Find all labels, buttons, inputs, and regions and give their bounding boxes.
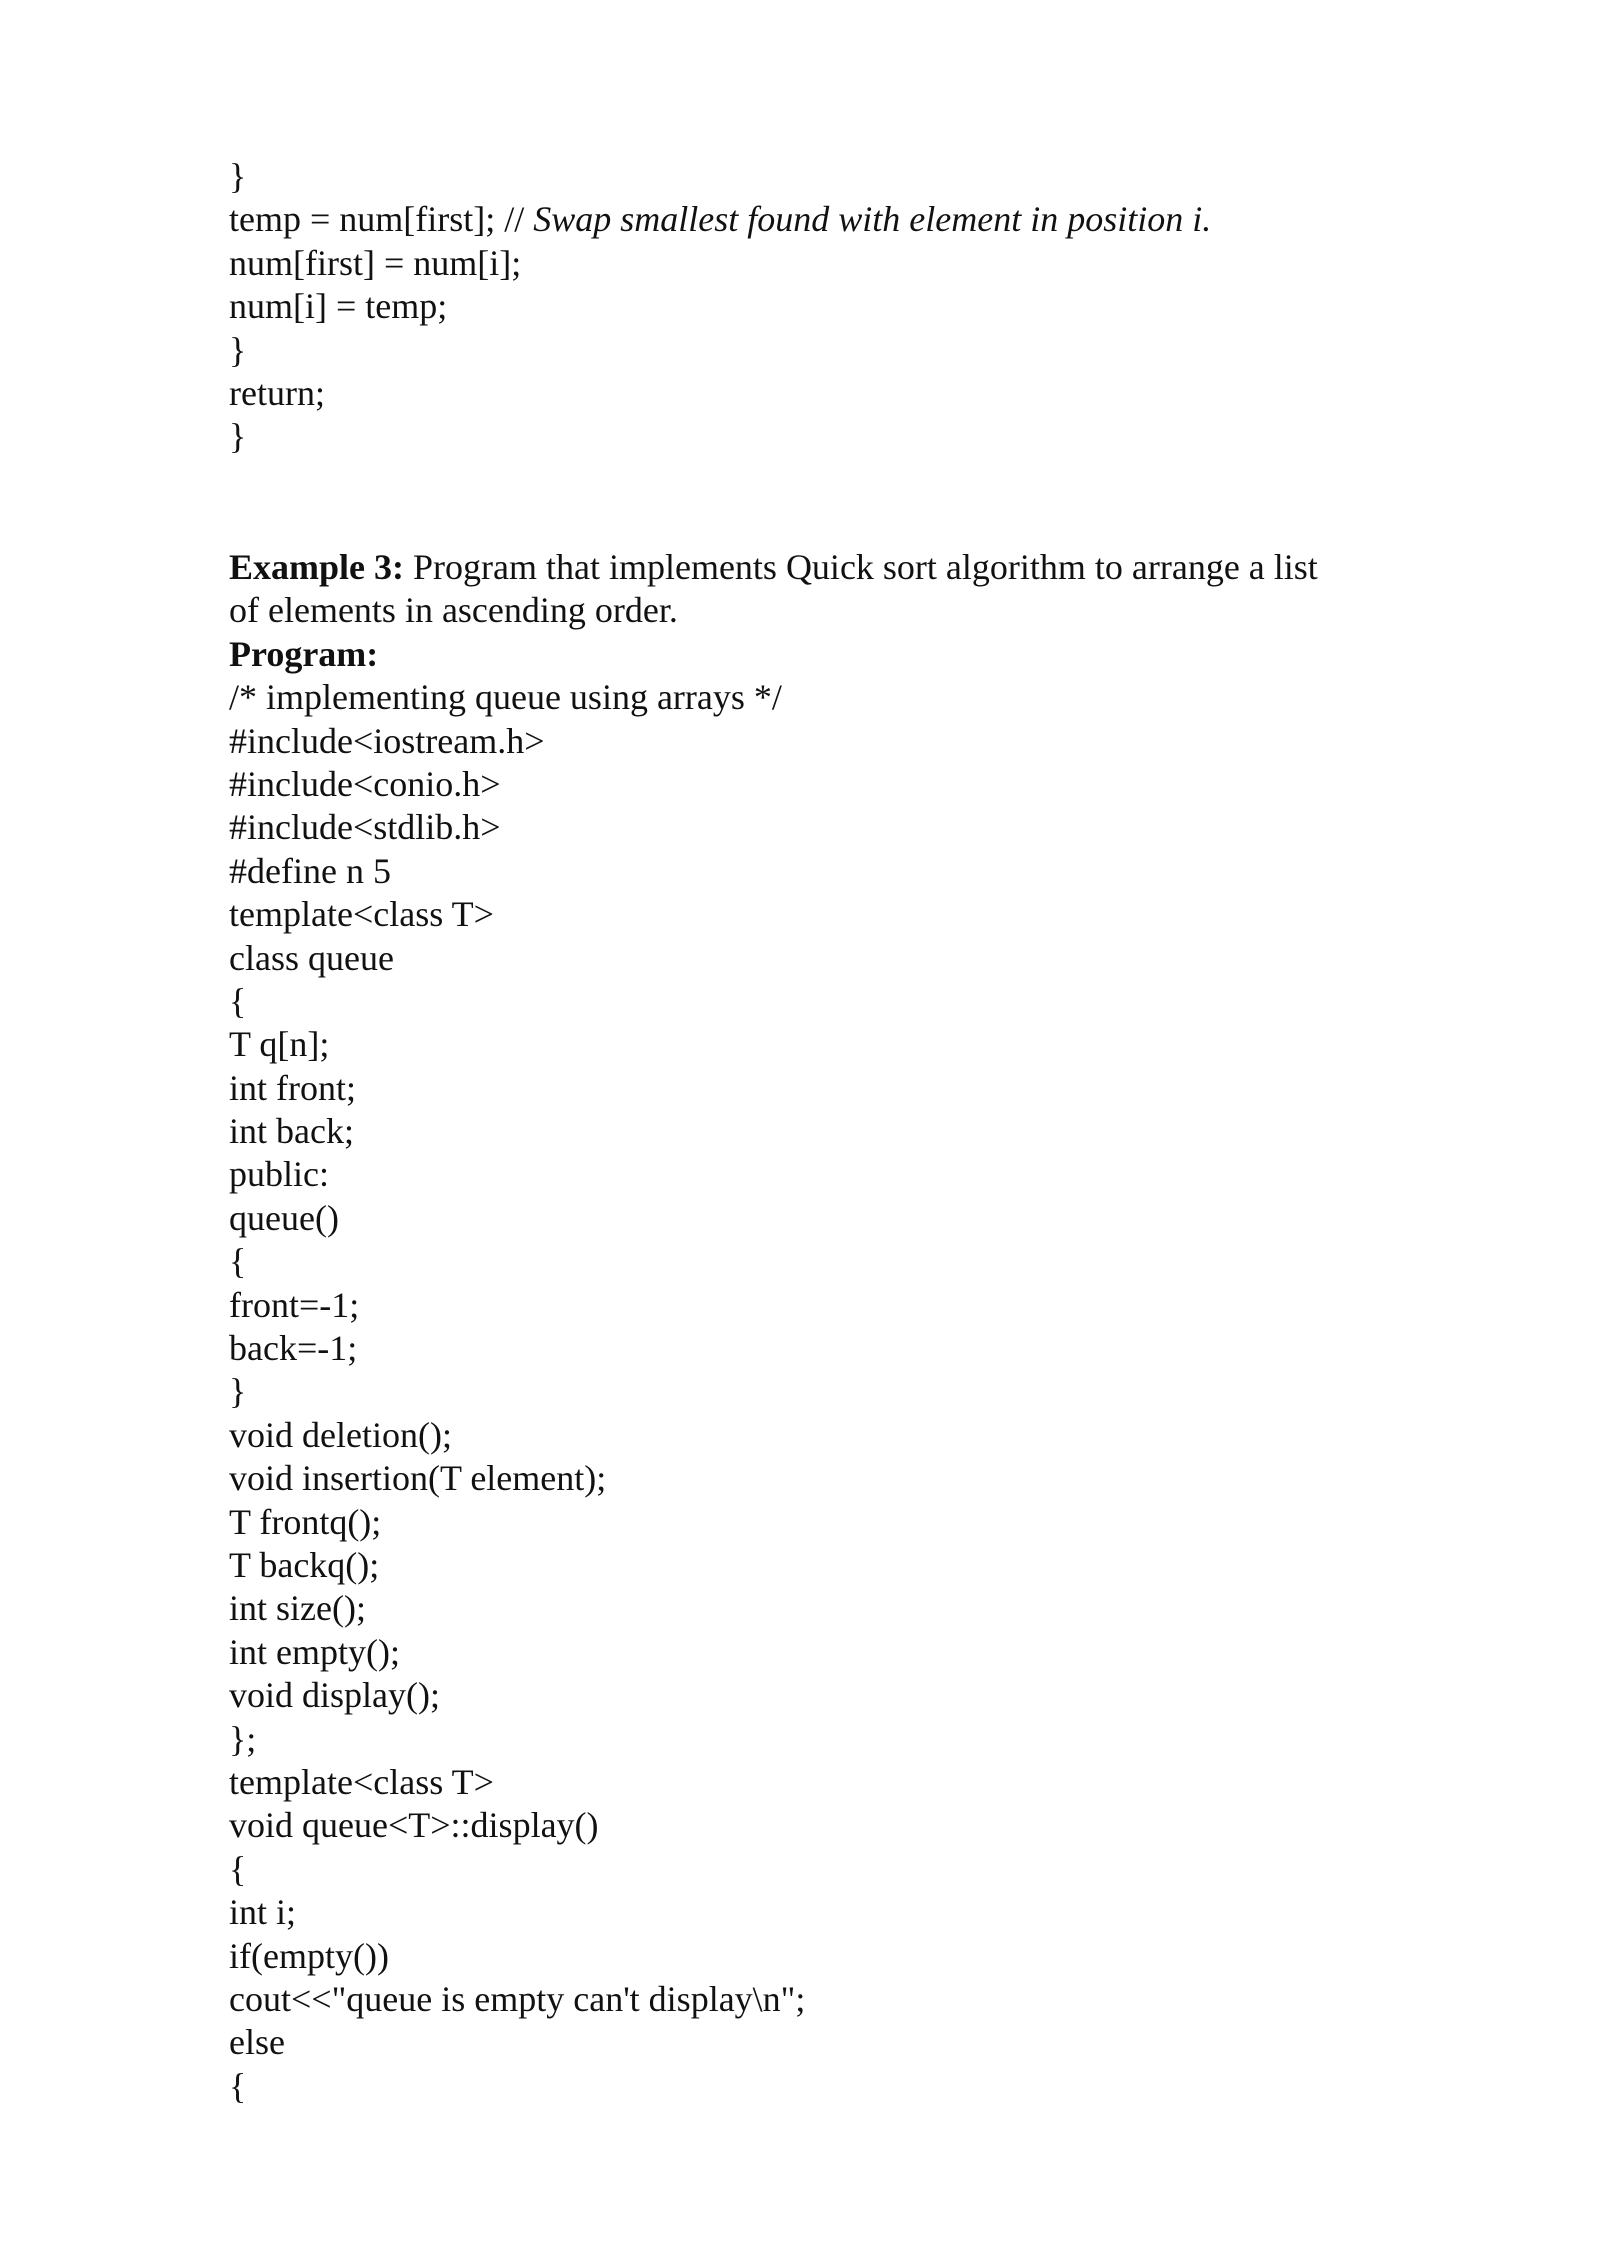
code-line: #define n 5 — [229, 850, 391, 891]
code-line: { — [229, 980, 247, 1021]
code-line: } — [229, 1371, 247, 1412]
example-heading-line — [229, 546, 1429, 589]
code-line: num[first] = num[i]; — [229, 242, 522, 283]
code-block-top — [229, 155, 1211, 459]
code-text: temp = num[first]; // — [229, 199, 534, 240]
code-comment: Swap smallest found with element in position i. — [533, 199, 1212, 240]
code-line: int front; — [229, 1067, 356, 1108]
code-line: back=-1; — [229, 1328, 358, 1369]
code-line: #include<stdlib.h> — [229, 807, 501, 848]
code-line: { — [229, 1848, 247, 1889]
program-label: Program: — [229, 633, 379, 674]
code-line: int i; — [229, 1892, 297, 1933]
code-line: void queue<T>::display() — [229, 1805, 599, 1846]
code-line: { — [229, 2065, 247, 2106]
code-line: int back; — [229, 1111, 354, 1152]
code-line: { — [229, 1241, 247, 1282]
code-line: void display(); — [229, 1675, 440, 1716]
code-line: } — [229, 156, 247, 196]
code-line: public: — [229, 1154, 329, 1195]
code-line: else — [229, 2022, 285, 2063]
code-line: T q[n]; — [229, 1024, 330, 1065]
code-line: void insertion(T element); — [229, 1458, 607, 1499]
code-line: } — [229, 329, 247, 370]
example-description: Program that implements Quick sort algorithm to arrange a list — [404, 547, 1318, 587]
code-line: class queue — [229, 937, 394, 978]
code-line — [229, 198, 1211, 241]
code-line: void deletion(); — [229, 1414, 452, 1455]
code-line: return; — [229, 372, 325, 413]
code-line: template<class T> — [229, 894, 494, 935]
code-line: front=-1; — [229, 1284, 360, 1325]
code-line: int empty(); — [229, 1631, 400, 1672]
code-line: num[i] = temp; — [229, 286, 448, 327]
code-line: /* implementing queue using arrays */ — [229, 677, 782, 718]
code-line: #include<conio.h> — [229, 763, 501, 804]
example-label: Example 3: — [229, 547, 404, 587]
example-description-continued: of elements in ascending order. — [229, 590, 678, 631]
program-code-block — [229, 676, 1429, 2108]
code-line: T frontq(); — [229, 1501, 382, 1542]
code-line: T backq(); — [229, 1544, 380, 1585]
code-line: int size(); — [229, 1588, 366, 1629]
code-line: template<class T> — [229, 1761, 494, 1802]
code-line: #include<iostream.h> — [229, 720, 545, 761]
example-section — [229, 546, 1429, 2108]
code-line: queue() — [229, 1197, 339, 1238]
code-line: if(empty()) — [229, 1935, 389, 1976]
code-line: } — [229, 416, 247, 457]
code-line: cout<<"queue is empty can't display\n"; — [229, 1978, 806, 2019]
code-line: }; — [229, 1718, 257, 1759]
